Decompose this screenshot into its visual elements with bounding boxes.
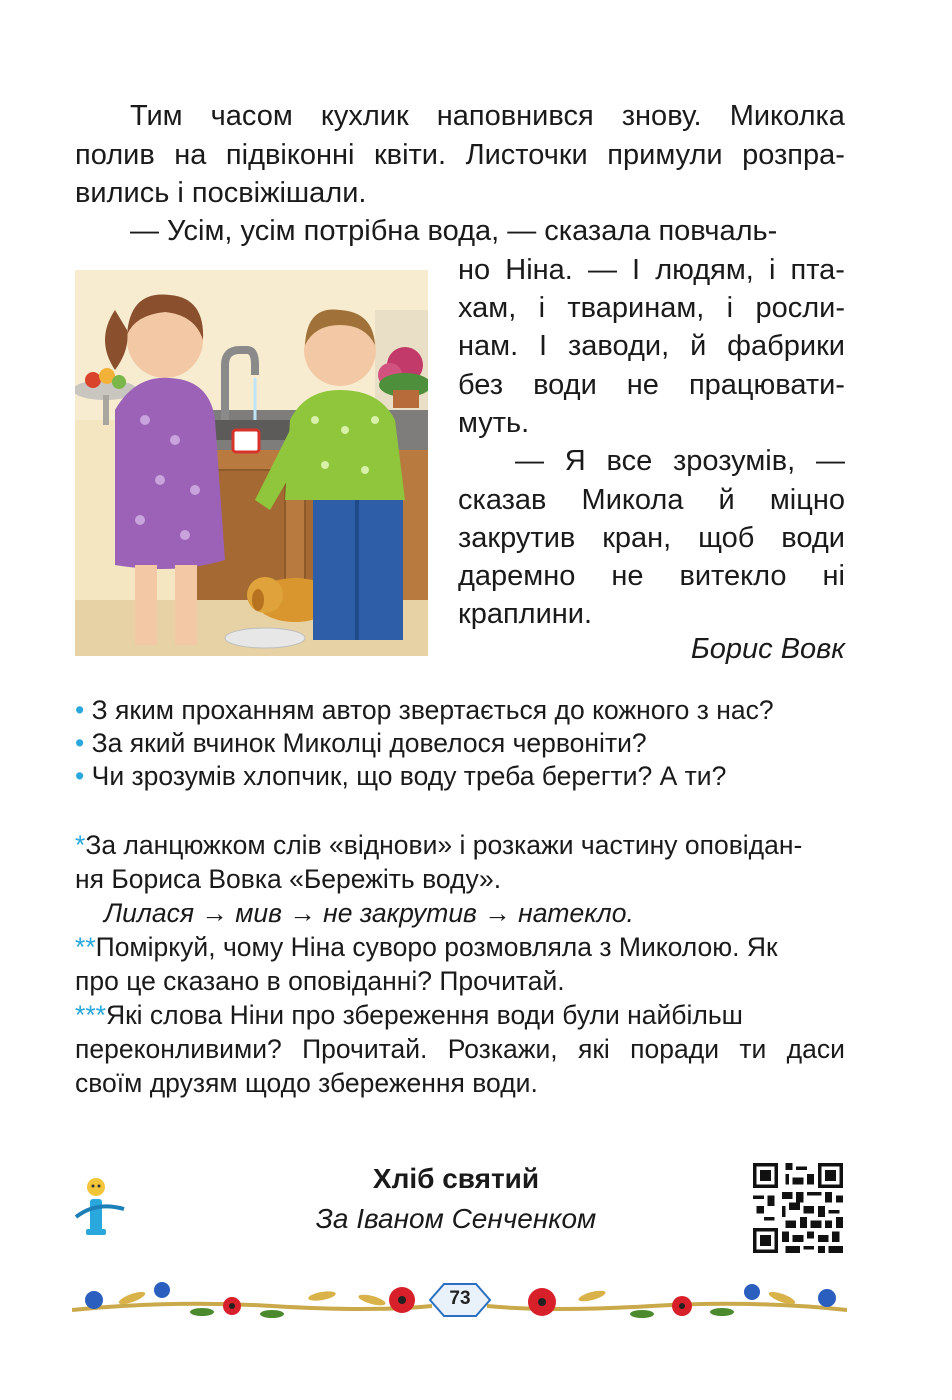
word: щоб bbox=[698, 522, 755, 554]
word: поради bbox=[630, 1034, 720, 1064]
word: на bbox=[174, 139, 207, 171]
task-level-marker: *** bbox=[75, 1000, 106, 1030]
word: й bbox=[690, 330, 707, 362]
story-line bbox=[458, 481, 845, 520]
word: но bbox=[458, 254, 491, 286]
word: води bbox=[781, 522, 845, 554]
word: й bbox=[718, 484, 735, 516]
word: міцно bbox=[769, 484, 845, 516]
word: закрутив bbox=[458, 522, 576, 554]
word: Розкажи, bbox=[447, 1034, 558, 1064]
word: росли- bbox=[755, 292, 845, 324]
story-line bbox=[458, 366, 845, 405]
word: і bbox=[768, 254, 776, 286]
story-line: муть. bbox=[458, 407, 530, 439]
word: витекло bbox=[679, 560, 787, 592]
word: і bbox=[726, 292, 734, 324]
task-line: про це сказано в оповіданні? Прочитай. bbox=[75, 966, 565, 996]
word: Миколка bbox=[729, 100, 845, 132]
word: і bbox=[538, 292, 546, 324]
word: Микола bbox=[581, 484, 684, 516]
word: І bbox=[539, 330, 548, 362]
story-author: Борис Вовк bbox=[690, 633, 845, 665]
qr-code-icon[interactable] bbox=[752, 1163, 844, 1253]
bullet-icon: • bbox=[75, 695, 85, 725]
question-item: • За який вчинок Миколці довелося червоніти? bbox=[75, 728, 647, 758]
word: працювати- bbox=[688, 369, 845, 401]
word: розпра- bbox=[742, 139, 845, 171]
bullet-icon: • bbox=[75, 761, 85, 791]
story-line bbox=[130, 97, 845, 136]
word: тваринам, bbox=[567, 292, 705, 324]
story-line bbox=[458, 251, 845, 290]
word: фабрики bbox=[727, 330, 845, 362]
word: нам. bbox=[458, 330, 519, 362]
question-item: • З яким проханням автор звертається до кожного з нас? bbox=[75, 695, 774, 725]
word: квіти. bbox=[373, 139, 447, 171]
word: зрозумів, bbox=[672, 445, 796, 477]
word: які bbox=[577, 1034, 610, 1064]
word: заводи, bbox=[567, 330, 670, 362]
word: — bbox=[515, 445, 544, 477]
story-line bbox=[458, 327, 845, 366]
word: Ніна. bbox=[505, 254, 573, 286]
word: кран, bbox=[602, 522, 672, 554]
story-line bbox=[515, 442, 845, 481]
word: полив bbox=[75, 139, 155, 171]
task-line: своїм друзям щодо збереження води. bbox=[75, 1068, 538, 1098]
word: — bbox=[815, 445, 845, 477]
story-illustration bbox=[75, 270, 428, 656]
next-story-title: Хліб святий bbox=[372, 1163, 540, 1194]
next-story-author: За Іваном Сенченком bbox=[315, 1203, 597, 1234]
task-line: ня Бориса Вовка «Бережіть воду». bbox=[75, 864, 502, 894]
story-line bbox=[458, 557, 845, 596]
task-line: **Поміркуй, чому Ніна суворо розмовляла з Миколою. Як bbox=[75, 932, 778, 962]
page-number: 73 bbox=[449, 1288, 471, 1309]
word: пта- bbox=[790, 254, 845, 286]
word: сказав bbox=[458, 484, 547, 516]
word: Я bbox=[564, 445, 586, 477]
word: переконливими? bbox=[75, 1034, 282, 1064]
word: наповнився bbox=[436, 100, 594, 132]
story-line: — Усім, усім потрібна вода, — сказала повчаль- bbox=[130, 215, 778, 247]
task-level-marker: * bbox=[75, 830, 86, 860]
word: знову. bbox=[621, 100, 702, 132]
word: людям, bbox=[655, 254, 754, 286]
word: даремно bbox=[458, 560, 576, 592]
word: часом bbox=[210, 100, 293, 132]
story-line: вились і посвіжішали. bbox=[75, 177, 367, 209]
story-line bbox=[458, 289, 845, 328]
word: І bbox=[632, 254, 641, 286]
word: хам, bbox=[458, 292, 517, 324]
story-line bbox=[458, 519, 845, 558]
task-line: ***Які слова Ніни про збереження води були найбільш bbox=[75, 1000, 743, 1030]
word: підвіконні bbox=[225, 139, 355, 171]
word: не bbox=[611, 560, 644, 592]
question-item: • Чи зрозумів хлопчик, що воду треба берегти? А ти? bbox=[75, 761, 727, 791]
word: ти bbox=[739, 1034, 767, 1064]
word: кухлик bbox=[320, 100, 409, 132]
word: примули bbox=[607, 139, 723, 171]
word: без bbox=[458, 369, 504, 401]
story-line: краплини. bbox=[458, 598, 593, 630]
word: — bbox=[587, 254, 617, 286]
word: все bbox=[606, 445, 653, 477]
task-line: *За ланцюжком слів «віднови» і розкажи частину оповідан- bbox=[75, 830, 803, 860]
word: Листочки bbox=[465, 139, 588, 171]
word: ні bbox=[822, 560, 845, 592]
word: води bbox=[533, 369, 597, 401]
word-chain: Лилася → мив → не закрутив → натекло. bbox=[104, 898, 634, 928]
word: не bbox=[626, 369, 659, 401]
story-line bbox=[75, 136, 845, 175]
word: Прочитай. bbox=[302, 1034, 428, 1064]
bullet-icon: • bbox=[75, 728, 85, 758]
task-level-marker: ** bbox=[75, 932, 96, 962]
word: даси bbox=[786, 1034, 845, 1064]
task-line bbox=[75, 1032, 845, 1066]
word: Тим bbox=[130, 100, 183, 132]
